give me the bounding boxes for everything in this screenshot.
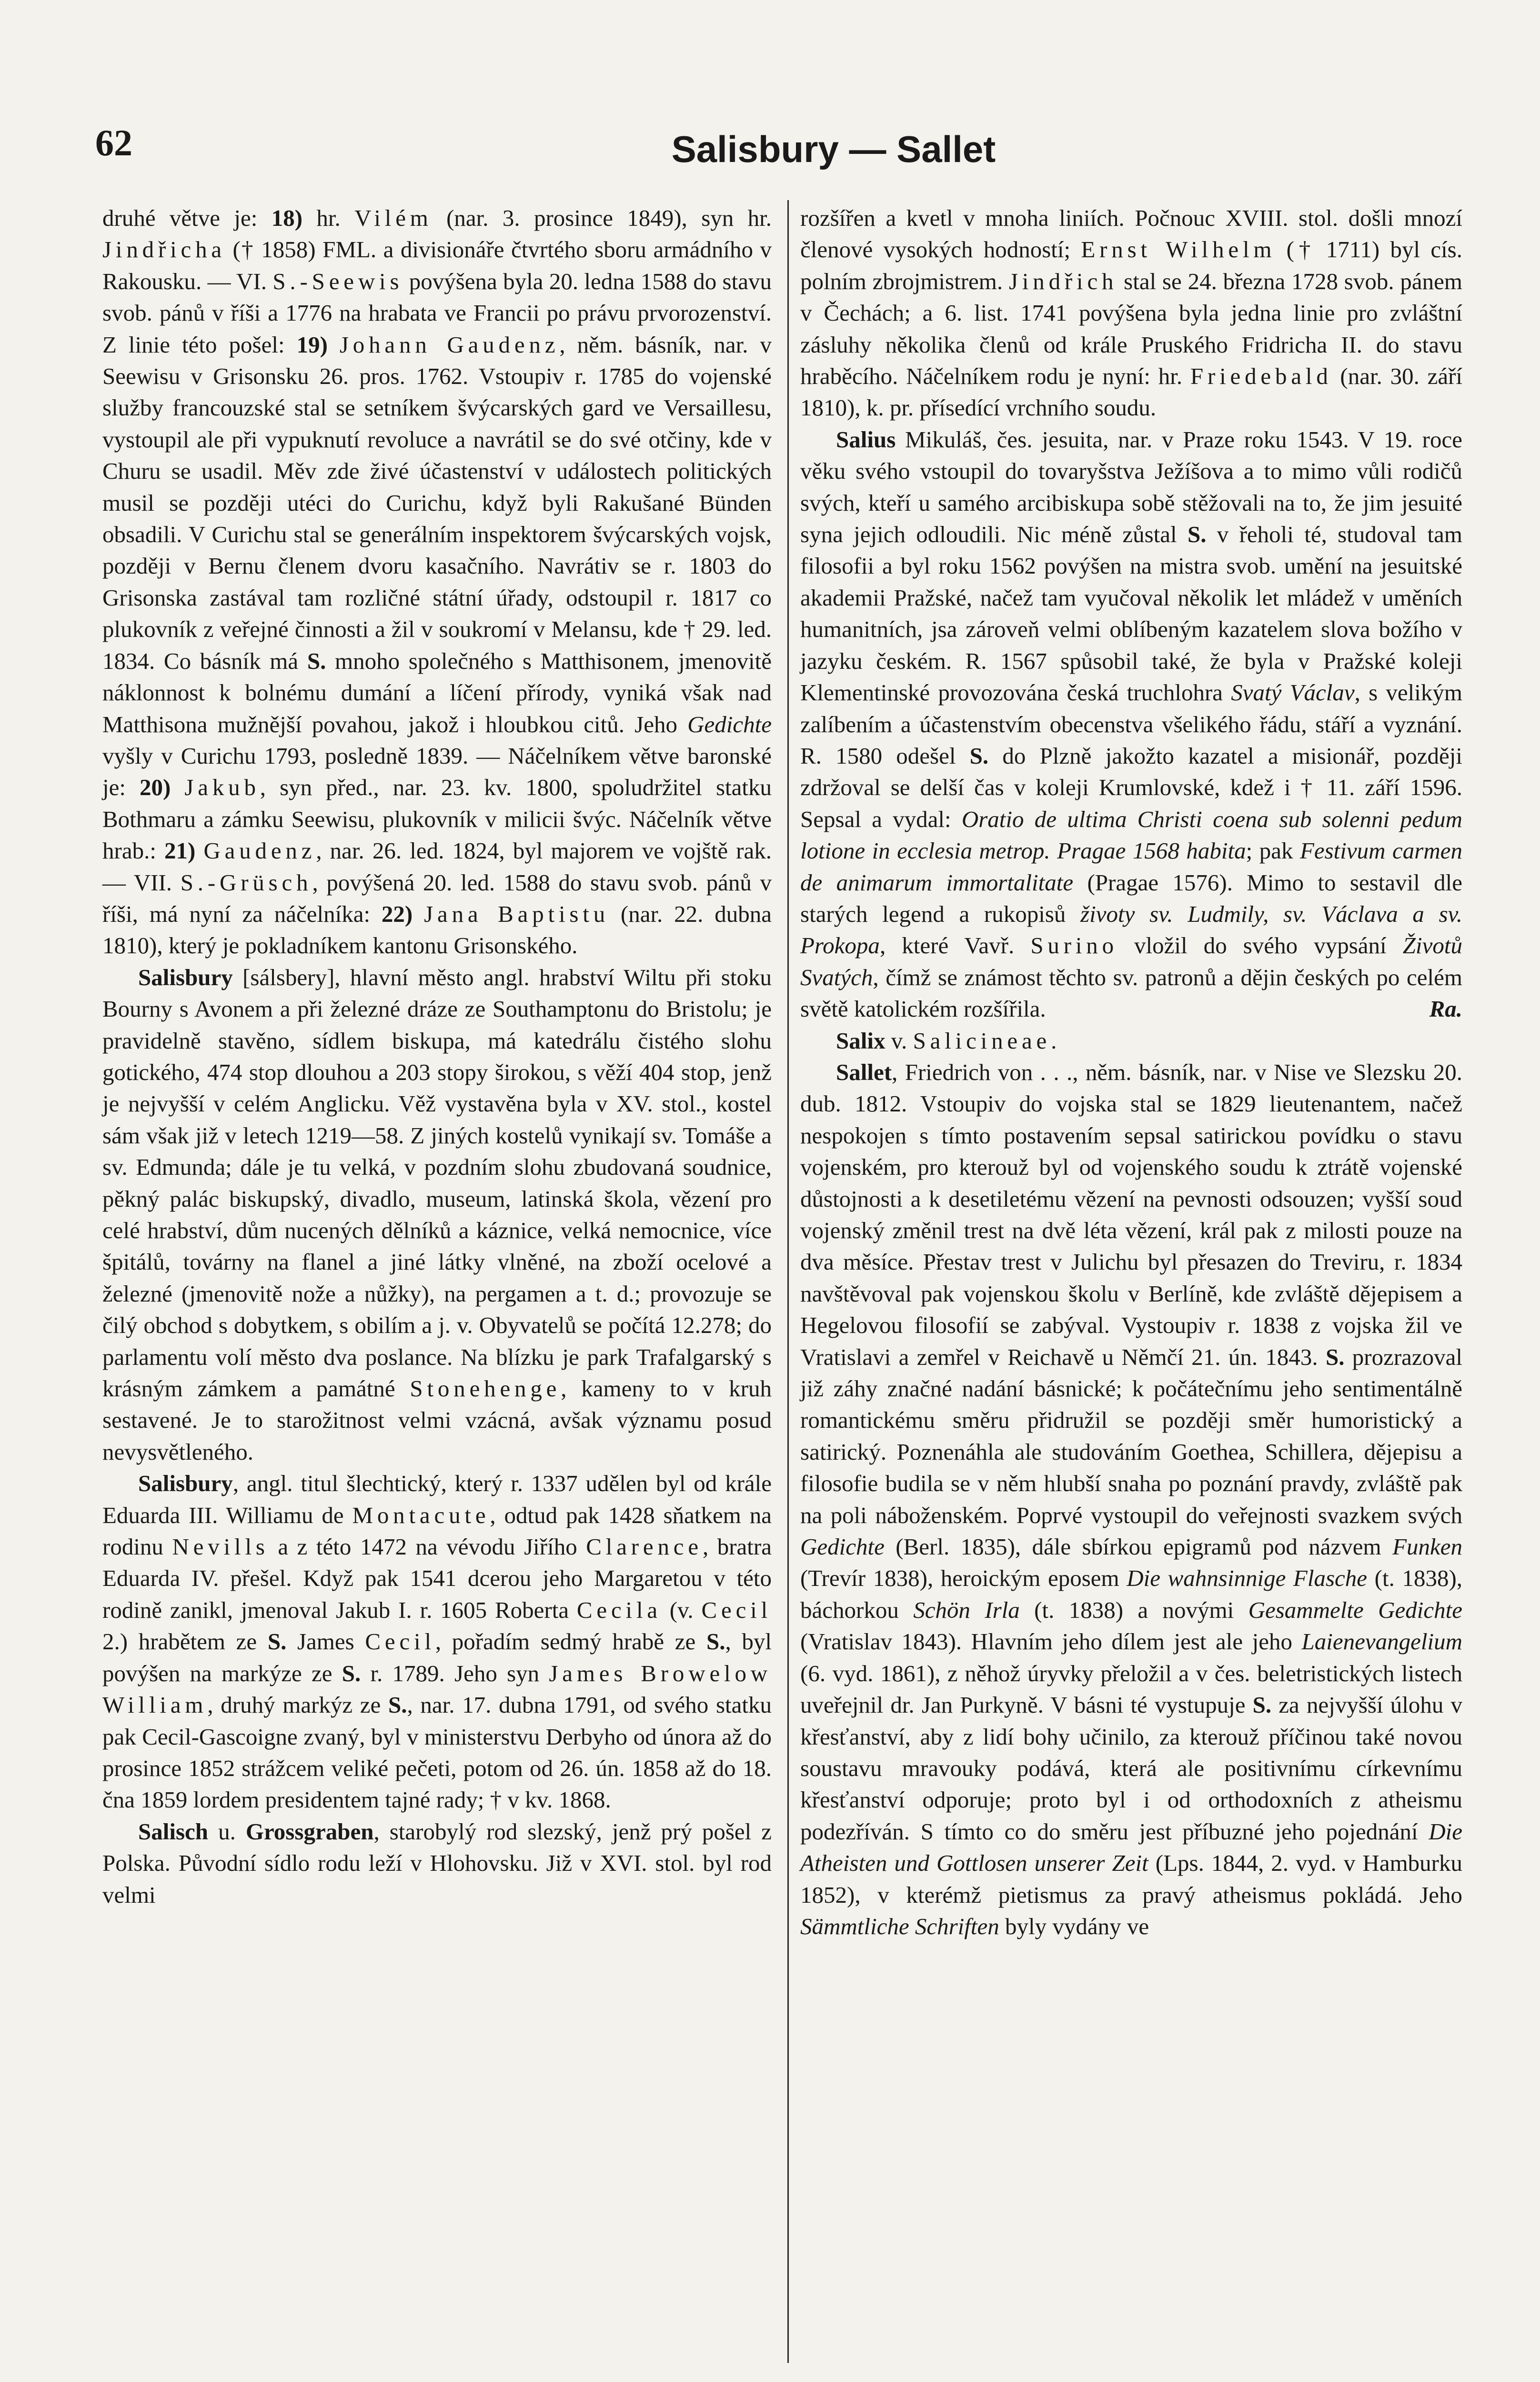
right-column — [800, 202, 1462, 1942]
entry-salisbury-title: Salisbury, angl. titul šlechtický, který r. 1337 udělen byl od krále Eduarda III. Williamu de Montacute, odtud pak 1428 sňatkem na rodinu Nevills a z této 1472 na vévodu Jiřího Clarence, bratra Eduarda IV. přešel. Když pak 1541 dcerou jeho Margaretou v této rodině zanikl, jmenoval Jakub I. r. 1605 Roberta Cecila (v. Cecil 2.) hrabětem ze S. James Cecil, pořadím sedmý hrabě ze S., byl povýšen na markýze ze S. r. 1789. Jeho syn James Browelow William, druhý markýz ze S., nar. 17. dubna 1791, od svého statku pak Cecil-Gascoigne zvaný, byl v ministerstvu Derbyho od února až do prosince 1852 strážcem veliké pečeti, potom od 26. ún. 1858 až do 18. čna 1859 lordem presidentem tajné rady; † v kv. 1868. — [102, 1470, 772, 1813]
left-column — [102, 202, 772, 1911]
author-signature: Ra. — [1429, 996, 1462, 1022]
headword: Salisbury — [138, 964, 233, 990]
column-divider — [787, 200, 789, 2363]
entry-sallet: Sallet, Friedrich von . . ., něm. básník, nar. v Nise ve Slezsku 20. dub. 1812. Vstoupiv do vojska stal se 1829 lieutenantem, načež nespokojen s tímto postavením sepsal satirickou povídku o stavu vojenském, pro kterouž byl od vojenského soudu k ztrátě vojenské důstojnosti a k desetiletému vězení na pevnosti odsouzen; vyšší soud vojenský změnil trest na dvě léta vězení, král pak z milosti pouze na dva měsíce. Přestav trest v Julichu byl přesazen do Treviru, r. 1834 navštěvoval pak vojenskou školu v Berlíně, kde zvláště dějepisem a Hegelovou filosofií se zabýval. Vystoupiv r. 1838 z vojska žil ve Vratislavi a zemřel v Reichavě u Němčí 21. ún. 1843. S. prozrazoval již záhy značné nadání básnické; k počátečnímu jeho sentimentálně romantickému směru přidružil se později směr humoristický a satirický. Poznenáhla ale studováním Goethea, Schillera, dějepisu a filosofie budila se v něm hlubší snaha po poznání pravdy, zvláště pak na poli náboženském. Poprvé vystoupil do veřejnosti svazkem svých Gedichte (Berl. 1835), dále sbírkou epigramů pod názvem Funken (Trevír 1838), heroickým eposem Die wahnsinnige Flasche (t. 1838), báchorkou Schön Irla (t. 1838) a novými Gesammelte Gedichte (Vratislav 1843). Hlavním jeho dílem jest ale jeho Laienevangelium (6. vyd. 1861), z něhož úryvky přeložil a v čes. beletristických listech uveřejnil dr. Jan Purkyně. V básni té vystupuje S. za nejvyšší úlohu v křesťanství, aby z lidí bohy učinilo, za kterouž příčinou také novou soustavu mravouky podává, která ale positivnímu církevnímu křesťanství odporuje; proto byl i od orthodoxních z atheismu podezříván. S tímto co do směru jest příbuzné jeho pojednání Die Atheisten und Gottlosen unserer Zeit (Lps. 1844, 2. vyd. v Hamburku 1852), v kterémž pietismus za pravý atheismus pokládá. Jeho Sämmtliche Schriften byly vydány ve — [800, 1059, 1463, 1939]
entry-salix: Salix v. Salicineae. — [836, 1027, 1057, 1054]
entry-salisbury-city: Salisbury [sálsbery], hlavní město angl. hrabství Wiltu při stoku Bourny s Avonem a při železné dráze ze Southamptonu do Bristolu; je pravidelně stavěno, sídlem biskupa, má katedrálu čistého slohu gotického, 474 stop dlouhou a 203 stopy širokou, s věží 404 stop, jenž je nejvyšší v celém Anglicku. Věž vystavěna byla v XV. stol., kostel sám však již v letech 1219—58. Z jiných kostelů vynikají sv. Tomáše a sv. Edmunda; dále je tu velká, v pozdním slohu zbudovaná soudnice, pěkný palác biskupský, divadlo, museum, latinská škola, vězení pro celé hrabství, dům nucených dělníků a káznice, velká nemocnice, více špitálů, továrny na flanel a jiné látky vlněné, na zboží ocelové a železné (jmenovitě nože a nůžky), na pergamen a t. d.; provozuje se čilý obchod s dobytkem, s obilím a j. v. Obyvatelů se počítá 12.278; do parlamentu volí město dva poslance. Na blízku je park Trafalgarský s krásným zámkem a památné Stonehenge, kameny to v kruh sestavené. Je to starožitnost velmi vzácná, avšak významu posud nevysvětleného. — [102, 964, 772, 1465]
headword: Salisbury — [138, 1470, 233, 1497]
headword: Salisch — [138, 1818, 209, 1845]
entry-salisch-continued: rozšířen a kvetl v mnoha liniích. Počnouc XVIII. stol. došli mnozí členové vysokých hodností; Ernst Wilhelm († 1711) byl cís. polním zbrojmistrem. Jindřich stal se 24. března 1728 svob. pánem v Čechách; a 6. list. 1741 povýšena byla jedna linie pro zvláštní zásluhy několika členů od krále Pruského Fridricha II. do stavu hraběcího. Náčelníkem rodu je nyní: hr. Friedebald (nar. 30. září 1810), k. pr. přísedící vrchního soudu. — [800, 205, 1463, 421]
page-number: 62 — [95, 122, 132, 163]
entry-salis-continued: druhé větve je: 18) hr. Vilém (nar. 3. prosince 1849), syn hr. Jindřicha († 1858) FML. a divisionáře čtvrtého sboru armádního v Rakousku. — VI. S.-Seewis povýšena byla 20. ledna 1588 do stavu svob. pánů v říši a 1776 na hrabata ve Francii po právu prvorozenství. Z linie této pošel: 19) Johann Gaudenz, něm. básník, nar. v Seewisu v Grisonsku 26. pros. 1762. Vstoupiv r. 1785 do vojenské služby francouzské stal se setníkem švýcarských gard ve Versaillesu, vystoupil ale při vypuknutí revoluce a navrátil se do své otčiny, kde v Churu se usadil. Měv zde živé účastenství v událostech politických musil se později utéci do Curichu, když byli Rakušané Bünden obsadili. V Curichu stal se generálním inspektorem švýcarských vojsk, později v Bernu členem dvoru kasačního. Navrátiv se r. 1803 do Grisonska zastával tam rozličné státní úřady, odstoupil r. 1817 co plukovník z veřejné činnosti a žil v soukromí v Melansu, kde † 29. led. 1834. Co básník má S. mnoho společného s Matthisonem, jmenovitě náklonnost k bolnému dumání a líčení přírody, vyniká však nad Matthisona mužnější povahou, jakož i hloubkou citů. Jeho Gedichte vyšly v Curichu 1793, posledně 1839. — Náčelníkem větve baronské je: 20) Jakub, syn před., nar. 23. kv. 1800, spoludržitel statku Bothmaru a zámku Seewisu, plukovník v milicii švýc. Náčelník větve hrab.: 21) Gaudenz, nar. 26. led. 1824, byl majorem ve vojště rak. — VII. S.-Grüsch, povýšená 20. led. 1588 do stavu svob. pánů v říši, má nyní za náčelníka: 22) Jana Baptistu (nar. 22. dubna 1810), který je pokladníkem kantonu Grisonského. — [102, 205, 772, 959]
running-title: Salisbury — Sallet — [671, 128, 996, 170]
entry-salius: Salius Mikuláš, čes. jesuita, nar. v Praze roku 1543. V 19. roce věku svého vstoupil do tovaryšstva Ježíšova a to mimo vůli rodičů svých, kteří u samého arcibiskupa sobě stěžovali na to, že jim jesuité syna jejich odloudili. Nic méně zůstal S. v řeholi té, studoval tam filosofii a byl roku 1562 povýšen na mistra svob. umění na jesuitské akademii Pražské, načež tam vyučoval několik let mládež v uměních humanitních, jsa zároveň velmi oblíbeným kazatelem slova božího v jazyku českém. R. 1567 spůsobil také, že byla v Pražské koleji Klementinské provozována česká truchlohra Svatý Václav, s velikým zalíbením a účastenstvím obecenstva všelikého řádu, stáří a vyznání. R. 1580 odešel S. do Plzně jakožto kazatel a misionář, později zdržoval se delší čas v koleji Krumlovské, kdež i † 11. září 1596. Sepsal a vydal: Oratio de ultima Christi coena sub solenni pedum lotione in ecclesia metrop. Pragae 1568 habita; pak Festivum carmen de animarum immortalitate (Pragae 1576). Mimo to sestavil dle starých legend a rukopisů životy sv. Ludmily, sv. Václava a sv. Prokopa, které Vavř. Surino vložil do svého vypsání Životů Svatých, čímž se známost těchto sv. patronů a dějin českých po celém světě katolickém rozšířila. Ra. — [800, 424, 1462, 1025]
headword: Sallet — [836, 1059, 892, 1085]
headword: Salix — [836, 1027, 886, 1054]
entry-salisch: Salisch u. Grossgraben, starobylý rod slezský, jenž prý pošel z Polska. Původní sídlo rodu leží v Hlohovsku. Již v XVI. stol. byl rod velmi — [102, 1818, 772, 1908]
headword: Salius — [836, 426, 896, 453]
